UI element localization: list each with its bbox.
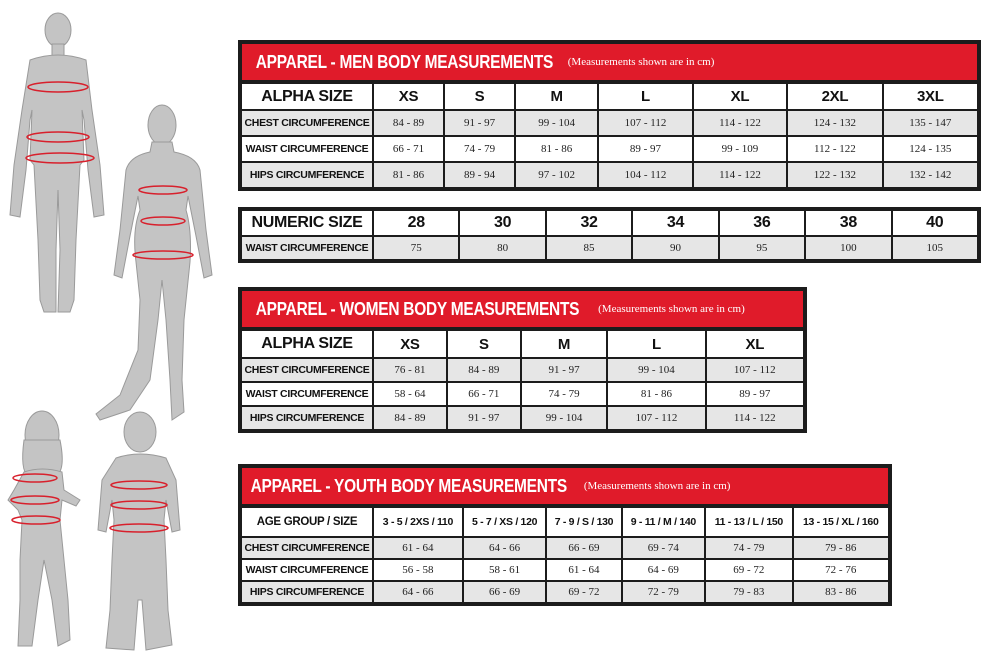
table-cell: 81 - 86 (516, 137, 597, 161)
women-measurements-table (238, 287, 807, 433)
table-cell: 107 - 112 (608, 407, 704, 429)
men-title: APPAREL - MEN BODY MEASUREMENTS (255, 51, 554, 72)
table-cell: 84 - 89 (448, 359, 520, 381)
youth-col-header: 7 - 9 / S / 130 (547, 508, 620, 536)
row-label: WAIST CIRCUMFERENCE (242, 137, 372, 161)
youth-col-header: 13 - 15 / XL / 160 (794, 508, 889, 536)
men-measurements-table (238, 40, 981, 191)
table-cell: 61 - 64 (547, 560, 620, 580)
women-col-header: L (608, 331, 704, 357)
women-col-header: XS (374, 331, 446, 357)
table-cell: 74 - 79 (706, 538, 791, 558)
men-col-header: ALPHA SIZE (242, 84, 372, 109)
table-cell: 99 - 104 (522, 407, 607, 429)
table-cell: 112 - 122 (788, 137, 881, 161)
table-cell: 83 - 86 (794, 582, 889, 602)
women-units-note: (Measurements shown are in cm) (598, 303, 745, 315)
table-cell: 76 - 81 (374, 359, 446, 381)
table-cell: 99 - 104 (516, 111, 597, 135)
table-row (242, 560, 888, 580)
table-cell: 56 - 58 (374, 560, 462, 580)
table-cell: 135 - 147 (884, 111, 977, 135)
table-cell: 74 - 79 (522, 383, 607, 405)
youth-title: APPAREL - YOUTH BODY MEASUREMENTS (250, 475, 567, 496)
youth-header-row (242, 508, 888, 536)
table-cell: 107 - 112 (599, 111, 691, 135)
table-cell: 58 - 61 (464, 560, 546, 580)
youth-size-grid (240, 506, 890, 604)
table-cell: 80 (460, 237, 544, 259)
table-cell: 75 (374, 237, 458, 259)
table-cell: 64 - 66 (464, 538, 546, 558)
table-cell: 91 - 97 (522, 359, 607, 381)
table-cell: 81 - 86 (374, 163, 443, 187)
men-banner (242, 44, 977, 82)
table-cell: 79 - 86 (794, 538, 889, 558)
men-size-grid (240, 82, 979, 189)
row-label: CHEST CIRCUMFERENCE (242, 538, 372, 558)
table-cell: 61 - 64 (374, 538, 462, 558)
table-cell: 132 - 142 (884, 163, 977, 187)
table-cell: 99 - 104 (608, 359, 704, 381)
table-cell: 69 - 72 (706, 560, 791, 580)
men-col-header: L (599, 84, 691, 109)
numeric-col-header: 36 (720, 211, 804, 235)
table-cell: 100 (806, 237, 890, 259)
men-col-header: XL (694, 84, 786, 109)
boy-silhouette (98, 412, 180, 650)
table-cell: 69 - 72 (547, 582, 620, 602)
women-banner (242, 291, 803, 329)
table-cell: 81 - 86 (608, 383, 704, 405)
youth-units-note: (Measurements shown are in cm) (583, 480, 731, 492)
table-cell: 84 - 89 (374, 407, 446, 429)
table-cell: 99 - 109 (694, 137, 786, 161)
row-label: CHEST CIRCUMFERENCE (242, 111, 372, 135)
table-cell: 66 - 69 (464, 582, 546, 602)
table-cell: 91 - 97 (445, 111, 514, 135)
men-col-header: 3XL (884, 84, 977, 109)
youth-col-header: 11 - 13 / L / 150 (706, 508, 791, 536)
table-cell: 64 - 66 (374, 582, 462, 602)
woman-silhouette (96, 105, 212, 420)
table-cell: 107 - 112 (707, 359, 803, 381)
numeric-col-header: 32 (547, 211, 631, 235)
table-cell: 89 - 97 (599, 137, 691, 161)
numeric-size-table (238, 207, 981, 263)
youth-banner (242, 468, 888, 506)
table-row (242, 407, 803, 429)
row-label: HIPS CIRCUMFERENCE (242, 163, 372, 187)
table-cell: 69 - 74 (623, 538, 705, 558)
youth-col-header: 9 - 11 / M / 140 (623, 508, 705, 536)
numeric-col-header: 40 (893, 211, 977, 235)
row-label: WAIST CIRCUMFERENCE (242, 383, 372, 405)
women-size-grid (240, 329, 805, 431)
row-label: HIPS CIRCUMFERENCE (242, 582, 372, 602)
women-header-row (242, 331, 803, 357)
table-cell: 114 - 122 (694, 163, 786, 187)
table-row (242, 163, 977, 187)
table-cell: 89 - 94 (445, 163, 514, 187)
table-cell: 89 - 97 (707, 383, 803, 405)
row-label: WAIST CIRCUMFERENCE (242, 560, 372, 580)
youth-col-header: 3 - 5 / 2XS / 110 (374, 508, 462, 536)
men-col-header: M (516, 84, 597, 109)
table-cell: 79 - 83 (706, 582, 791, 602)
table-cell: 64 - 69 (623, 560, 705, 580)
table-row (242, 383, 803, 405)
table-cell: 74 - 79 (445, 137, 514, 161)
table-cell: 91 - 97 (448, 407, 520, 429)
table-cell: 66 - 71 (374, 137, 443, 161)
table-cell: 66 - 71 (448, 383, 520, 405)
table-cell: 95 (720, 237, 804, 259)
numeric-col-header: 34 (633, 211, 717, 235)
men-header-row (242, 84, 977, 109)
numeric-col-header: 38 (806, 211, 890, 235)
women-title: APPAREL - WOMEN BODY MEASUREMENTS (255, 298, 580, 319)
table-cell: 85 (547, 237, 631, 259)
table-row (242, 237, 977, 259)
women-col-header: XL (707, 331, 803, 357)
row-label: HIPS CIRCUMFERENCE (242, 407, 372, 429)
youth-col-header: AGE GROUP / SIZE (242, 508, 372, 536)
youth-col-header: 5 - 7 / XS / 120 (464, 508, 546, 536)
body-figures-illustration (0, 0, 230, 658)
table-cell: 104 - 112 (599, 163, 691, 187)
men-col-header: 2XL (788, 84, 881, 109)
numeric-col-header: 28 (374, 211, 458, 235)
numeric-size-grid (240, 209, 979, 261)
table-row (242, 359, 803, 381)
women-col-header: S (448, 331, 520, 357)
table-row (242, 582, 888, 602)
table-cell: 97 - 102 (516, 163, 597, 187)
table-cell: 114 - 122 (694, 111, 786, 135)
table-cell: 124 - 132 (788, 111, 881, 135)
women-col-header: ALPHA SIZE (242, 331, 372, 357)
table-cell: 58 - 64 (374, 383, 446, 405)
men-col-header: XS (374, 84, 443, 109)
youth-measurements-table (238, 464, 892, 606)
table-cell: 114 - 122 (707, 407, 803, 429)
row-label: CHEST CIRCUMFERENCE (242, 359, 372, 381)
table-row (242, 538, 888, 558)
table-cell: 105 (893, 237, 977, 259)
table-cell: 84 - 89 (374, 111, 443, 135)
men-col-header: S (445, 84, 514, 109)
table-row (242, 137, 977, 161)
numeric-col-header: 30 (460, 211, 544, 235)
numeric-header-row (242, 211, 977, 235)
men-units-note: (Measurements shown are in cm) (567, 56, 715, 68)
table-cell: 66 - 69 (547, 538, 620, 558)
table-cell: 90 (633, 237, 717, 259)
table-cell: 72 - 76 (794, 560, 889, 580)
row-label: WAIST CIRCUMFERENCE (242, 237, 372, 259)
table-row (242, 111, 977, 135)
table-cell: 122 - 132 (788, 163, 881, 187)
girl-silhouette (8, 411, 80, 646)
women-col-header: M (522, 331, 607, 357)
table-cell: 72 - 79 (623, 582, 705, 602)
numeric-col-header: NUMERIC SIZE (242, 211, 372, 235)
table-cell: 124 - 135 (884, 137, 977, 161)
